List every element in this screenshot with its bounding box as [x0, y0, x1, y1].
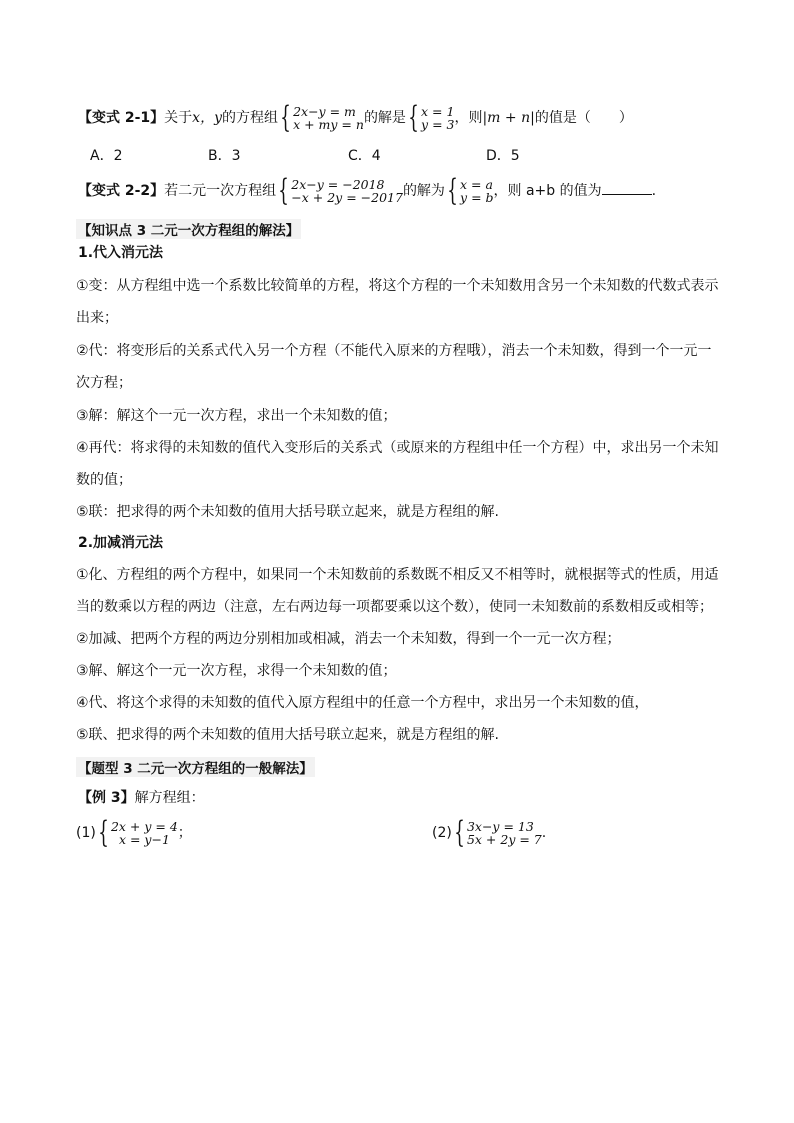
solution-system: { x = 1 y = 3	[408, 100, 455, 135]
example-3-label: 【例 3】	[78, 790, 135, 806]
choice-b: B．3	[208, 148, 241, 164]
step-line: ①变：从方程组中选一个系数比较简单的方程，将这个方程的一个未知数用含另一个未知数的代数式表示	[76, 278, 719, 294]
step-line: ①化、方程组的两个方程中，如果同一个未知数前的系数既不相反又不相等时，就根据等式的性质，用适	[76, 567, 719, 583]
equation-line: x = a	[460, 177, 493, 192]
equation-line: 2x + y = 4	[110, 819, 178, 834]
step-line: ②代：将变形后的关系式代入另一个方程（不能代入原来的方程哦），消去一个未知数，得到一个一元一	[76, 343, 712, 359]
equation-system: { 2x−y = m x + my = n	[280, 100, 364, 135]
equation-line: x = 1	[421, 104, 455, 119]
equation-line: 5x + 2y = 7	[466, 832, 542, 847]
equation-line: −x + 2y = −2017	[291, 190, 403, 205]
example-3-text: 解方程组：	[134, 790, 205, 806]
equation-line: 3x−y = 13	[466, 819, 534, 834]
variant-2-2-label: 【变式 2-2】	[78, 183, 165, 199]
question-text: 的方程组	[221, 110, 278, 126]
step-line: ④代、将这个求得的未知数的值代入原方程组中的任意一个方程中，求出另一个未知数的值，	[76, 695, 649, 711]
question-text: 若二元一次方程组	[164, 183, 277, 199]
step-line: ⑤联：把求得的两个未知数的值用大括号联立起来，就是方程组的解.	[76, 504, 499, 520]
equation-line: x + my = n	[293, 117, 364, 132]
step-line: 次方程；	[76, 375, 132, 391]
question-text: ，则	[454, 110, 483, 126]
problem-2	[432, 815, 547, 850]
section-heading-knowledge-point-3: 【知识点 3 二元一次方程组的解法】	[76, 219, 301, 239]
variant-2-1-label: 【变式 2-1】	[78, 110, 165, 126]
step-line: 数的值；	[76, 472, 132, 488]
equation-line: x = y−1	[118, 832, 170, 847]
question-text: ，则 a+b 的值为	[493, 183, 602, 199]
step-line: 出来；	[76, 310, 118, 326]
punctuation: .	[541, 825, 547, 841]
question-text: 的值是（ ）	[534, 110, 633, 126]
question-text: .	[651, 183, 657, 199]
variant-2-2-question	[78, 173, 657, 208]
equation-system: { 2x + y = 4 x = y−1	[98, 815, 178, 850]
problem-1	[76, 815, 192, 850]
choice-c: C．4	[348, 148, 381, 164]
step-line: ④再代：将求得的未知数的值代入变形后的关系式（或原来的方程组中任一个方程）中，求出另一个未知	[76, 440, 719, 456]
solution-system: { x = a y = b	[447, 173, 494, 208]
problem-number: (1)	[76, 825, 96, 841]
step-line: ⑤联、把求得的两个未知数的值用大括号联立起来，就是方程组的解.	[76, 727, 499, 743]
step-line: ②加减、把两个方程的两边分别相加或相减，消去一个未知数，得到一个一元一次方程；	[76, 631, 621, 647]
expression: |m + n|	[482, 110, 535, 126]
example-3-prompt	[78, 788, 205, 808]
subheading-addition-subtraction: 2.加减消元法	[78, 535, 164, 551]
step-line: ③解、解这个一元一次方程，求得一个未知数的值；	[76, 663, 397, 679]
equation-line: 2x−y = m	[293, 104, 356, 119]
question-text: 关于	[164, 110, 193, 126]
step-line: ③解：解这个一元一次方程，求出一个未知数的值；	[76, 408, 397, 424]
section-heading-type-3: 【题型 3 二元一次方程组的一般解法】	[76, 757, 315, 777]
step-line: 当的数乘以方程的两边（注意，左右两边每一项都要乘以这个数），使同一未知数前的系数相反或相等；	[76, 599, 713, 615]
answer-blank	[602, 180, 652, 195]
variables-text: x，y	[192, 110, 222, 126]
equation-line: 2x−y = −2018	[291, 177, 385, 192]
equation-system: { 3x−y = 13 5x + 2y = 7	[454, 815, 542, 850]
choice-a: A．2	[90, 148, 123, 164]
variant-2-1-question	[78, 100, 633, 135]
equation-line: y = b	[460, 190, 494, 205]
equation-line: y = 3	[421, 117, 455, 132]
problem-number: (2)	[432, 825, 452, 841]
subheading-substitution: 1.代入消元法	[78, 245, 164, 261]
choice-d: D．5	[486, 148, 520, 164]
equation-system: { 2x−y = −2018 −x + 2y = −2017	[278, 173, 403, 208]
question-text: 的解为	[402, 183, 445, 199]
question-text: 的解是	[363, 110, 406, 126]
punctuation: ；	[177, 825, 192, 841]
